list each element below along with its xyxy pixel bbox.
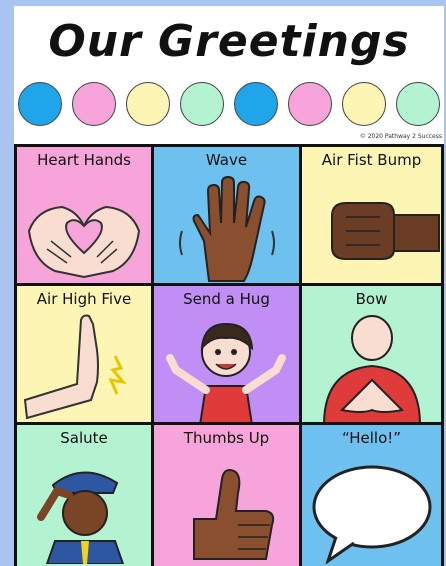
card-label: Heart Hands bbox=[37, 151, 131, 169]
card-thumbs-up[interactable] bbox=[154, 425, 299, 566]
card-air-fist-bump[interactable] bbox=[302, 147, 441, 283]
card-air-high-five[interactable] bbox=[17, 286, 151, 422]
card-wave[interactable] bbox=[154, 147, 299, 283]
greetings-poster bbox=[14, 6, 444, 566]
salute-officer-icon bbox=[17, 449, 151, 564]
heart-hands-icon bbox=[17, 171, 151, 283]
color-dot bbox=[288, 82, 332, 126]
card-hello[interactable] bbox=[302, 425, 441, 566]
greeting-cards-grid bbox=[14, 144, 444, 566]
copyright-text: © 2020 Pathway 2 Success bbox=[359, 133, 442, 140]
card-label: Bow bbox=[355, 290, 388, 308]
high-five-icon bbox=[17, 310, 151, 422]
card-bow[interactable] bbox=[302, 286, 441, 422]
color-dot bbox=[342, 82, 386, 126]
card-label: Send a Hug bbox=[183, 290, 270, 308]
color-dots-row bbox=[14, 82, 444, 128]
fist-bump-icon bbox=[302, 171, 441, 283]
color-dot bbox=[396, 82, 440, 126]
card-label: Air Fist Bump bbox=[321, 151, 422, 169]
color-dot bbox=[72, 82, 116, 126]
card-salute[interactable] bbox=[17, 425, 151, 566]
thumbs-up-icon bbox=[154, 449, 299, 564]
card-label: Wave bbox=[205, 151, 248, 169]
card-send-a-hug[interactable] bbox=[154, 286, 299, 422]
color-dot bbox=[180, 82, 224, 126]
card-label: Air High Five bbox=[36, 290, 132, 308]
hug-boy-icon bbox=[154, 310, 299, 422]
card-heart-hands[interactable] bbox=[17, 147, 151, 283]
bow-person-icon bbox=[302, 310, 441, 422]
waving-hand-icon bbox=[154, 171, 299, 283]
card-label: Thumbs Up bbox=[183, 429, 270, 447]
color-dot bbox=[234, 82, 278, 126]
color-dot bbox=[126, 82, 170, 126]
poster-title: Our Greetings bbox=[48, 16, 410, 67]
speech-bubble-icon bbox=[302, 449, 441, 564]
card-label: Salute bbox=[60, 429, 108, 447]
card-label: “Hello!” bbox=[341, 429, 402, 447]
color-dot bbox=[18, 82, 62, 126]
